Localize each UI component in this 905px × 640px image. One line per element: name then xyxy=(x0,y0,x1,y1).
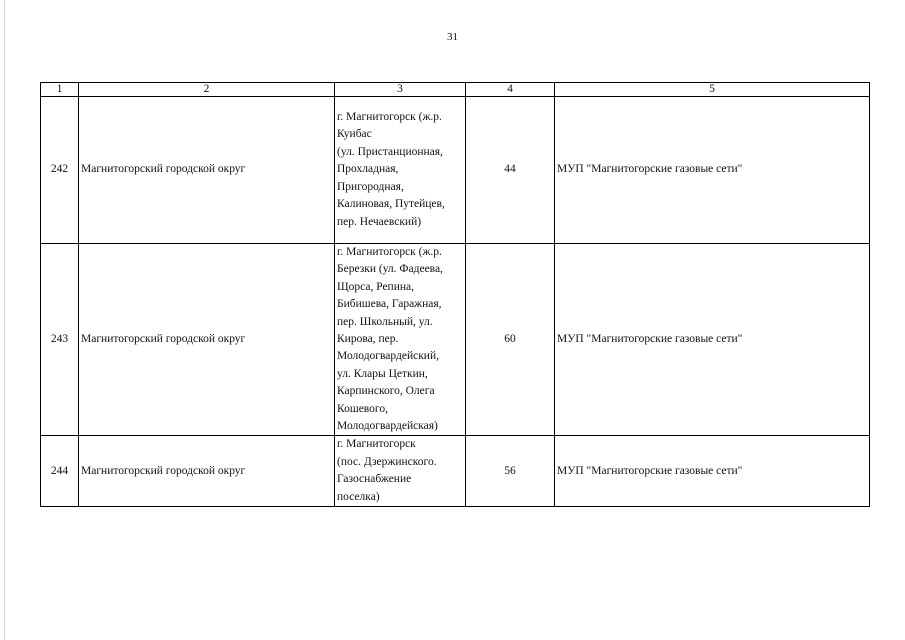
address-line: пер. Школьный, ул. xyxy=(337,315,433,328)
address-line: Молодогвардейский, xyxy=(337,350,439,363)
municipality-cell: Магнитогорский городской округ xyxy=(79,436,335,507)
address-line: Березки (ул. Фадеева, xyxy=(337,263,443,276)
table-row xyxy=(41,244,870,436)
row-number-cell: 243 xyxy=(41,244,79,436)
address-cell xyxy=(335,97,466,244)
column-header-4: 4 xyxy=(466,83,555,97)
address-line: Щорса, Репина, xyxy=(337,280,414,293)
address-line: г. Магнитогорск (ж.р. xyxy=(337,111,442,124)
address-line: Карпинского, Олега xyxy=(337,385,435,398)
row-number-cell: 242 xyxy=(41,97,79,244)
address-line: Прохладная, xyxy=(337,163,399,176)
column-header-2: 2 xyxy=(79,83,335,97)
address-line: Пригородная, xyxy=(337,180,404,193)
municipality-cell: Магнитогорский городской округ xyxy=(79,97,335,244)
address-line: Калиновая, Путейцев, xyxy=(337,198,445,211)
quantity-cell: 56 xyxy=(466,436,555,507)
address-line: Кирова, пер. xyxy=(337,333,399,346)
address-line: Газоснабжение xyxy=(337,473,412,486)
organization-cell: МУП "Магнитогорские газовые сети" xyxy=(555,436,870,507)
column-header-3: 3 xyxy=(335,83,466,97)
address-line: Кошевого, xyxy=(337,402,388,415)
address-cell xyxy=(335,436,466,507)
organization-cell: МУП "Магнитогорские газовые сети" xyxy=(555,97,870,244)
address-line: (пос. Дзержинского. xyxy=(337,455,437,468)
row-number-cell: 244 xyxy=(41,436,79,507)
table-body xyxy=(41,97,870,507)
page-number: 31 xyxy=(447,31,458,43)
address-line: (ул. Пристанционная, xyxy=(337,145,443,158)
quantity-cell: 60 xyxy=(466,244,555,436)
data-table xyxy=(40,82,870,507)
table-row xyxy=(41,436,870,507)
address-line: пер. Нечаевский) xyxy=(337,215,422,228)
table-row xyxy=(41,97,870,244)
address-line: ул. Клары Цеткин, xyxy=(337,367,428,380)
column-header-5: 5 xyxy=(555,83,870,97)
address-line: Молодогвардейская) xyxy=(337,420,438,433)
header-row xyxy=(41,83,870,97)
organization-cell: МУП "Магнитогорские газовые сети" xyxy=(555,244,870,436)
address-line: г. Магнитогорск xyxy=(337,438,416,451)
column-header-1: 1 xyxy=(41,83,79,97)
scan-left-edge xyxy=(4,0,5,640)
address-line: поселка) xyxy=(337,490,380,503)
address-line: г. Магнитогорск (ж.р. xyxy=(337,246,442,258)
address-cell xyxy=(335,244,466,436)
quantity-cell: 44 xyxy=(466,97,555,244)
address-line: Бибишева, Гаражная, xyxy=(337,298,442,311)
municipality-cell: Магнитогорский городской округ xyxy=(79,244,335,436)
address-line: Куибас xyxy=(337,128,372,141)
